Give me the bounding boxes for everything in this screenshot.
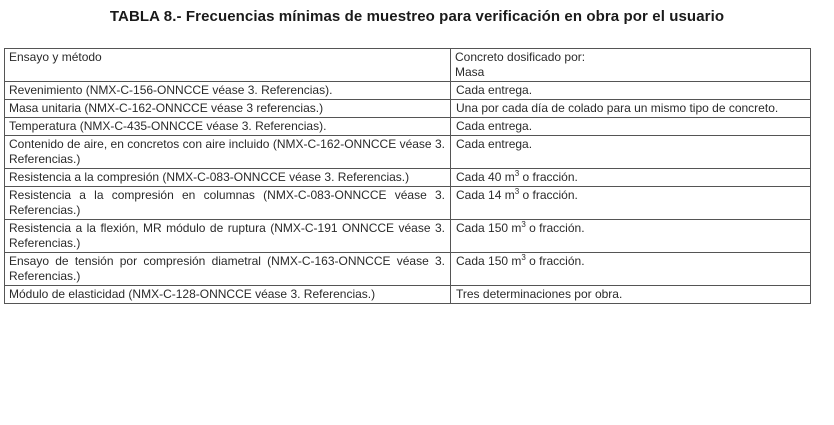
frequency-suffix: o fracción. [525,254,585,268]
header-mass-label: Masa [455,65,485,79]
table-row [5,82,811,100]
row-method: Resistencia a la compresión (NMX-C-083-ONNCCE véase 3. Referencias.) [5,169,451,187]
frequency-text: Cada 40 m [456,170,515,184]
frequency-suffix: o fracción. [525,221,585,235]
frequency-text: Cada 150 m [456,254,522,268]
row-method: Temperatura (NMX-C-435-ONNCCE véase 3. Referencias). [5,118,451,136]
row-frequency [451,169,811,187]
table-header-row [5,49,811,82]
table-row [5,118,811,136]
row-method: Ensayo de tensión por compresión diametral (NMX-C-163-ONNCCE véase 3. Referencias.) [5,253,451,286]
cubic-superscript: 3 [521,253,526,262]
row-method: Contenido de aire, en concretos con aire incluido (NMX-C-162-ONNCCE véase 3. Referencias.) [5,136,451,169]
table-row [5,136,811,169]
row-frequency [451,187,811,220]
header-test-method [5,49,451,82]
row-method: Módulo de elasticidad (NMX-C-128-ONNCCE véase 3. Referencias.) [5,286,451,304]
frequency-suffix: o fracción. [519,170,578,184]
table-title: TABLA 8.- Frecuencias mínimas de muestreo para verificación en obra por el usuario [109,8,725,25]
sampling-frequency-table [4,48,811,304]
header-concrete-dosage-label: Concreto dosificado por: [455,50,586,64]
frequency-text: Cada 150 m [456,221,522,235]
row-frequency: Una por cada día de colado para un mismo tipo de concreto. [451,100,811,118]
row-frequency [451,220,811,253]
row-method: Masa unitaria (NMX-C-162-ONNCCE véase 3 referencias.) [5,100,451,118]
table-row [5,187,811,220]
table-row [5,220,811,253]
row-method: Revenimiento (NMX-C-156-ONNCCE véase 3. Referencias). [5,82,451,100]
row-frequency [451,253,811,286]
table-row [5,253,811,286]
row-frequency: Cada entrega. [451,136,811,169]
row-method: Resistencia a la compresión en columnas (NMX-C-083-ONNCCE véase 3. Referencias.) [5,187,451,220]
frequency-suffix: o fracción. [519,188,578,202]
row-frequency: Cada entrega. [451,118,811,136]
row-frequency: Cada entrega. [451,82,811,100]
cubic-superscript: 3 [514,187,520,196]
row-frequency: Tres determinaciones por obra. [451,286,811,304]
table-row [5,169,811,187]
table-row [5,286,811,304]
cubic-superscript: 3 [521,220,526,229]
header-concrete-dosage [451,49,811,82]
header-test-method-label: Ensayo y método [9,50,102,64]
frequency-text: Cada 14 m [456,188,515,202]
cubic-superscript: 3 [514,169,520,178]
table-row [5,100,811,118]
row-method: Resistencia a la flexión, MR módulo de ruptura (NMX-C-191 ONNCCE véase 3. Referencias.) [5,220,451,253]
